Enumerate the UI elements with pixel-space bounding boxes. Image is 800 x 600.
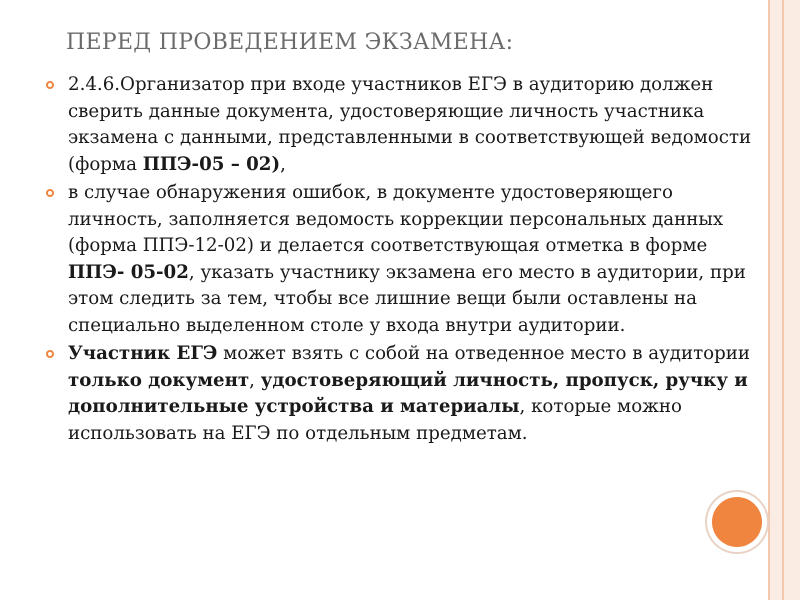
bullet-icon: [46, 81, 54, 89]
decorative-side-stripe: [768, 0, 800, 600]
bullet-text: 2.4.6.Организатор при входе участников ЕГЭ в аудиторию должен сверить данные документа, удостоверяющие личность участника экзамена с данными, представленными в соответствующей ведомости (форма ППЭ-05 – 02),: [68, 74, 752, 175]
bullet-text: Участник ЕГЭ может взять с собой на отведенное место в аудитории только документ, удостоверяющий личность, пропуск, ручку и дополнительные устройства и материалы, которые можно использовать на ЕГЭ по отдельным предметам.: [68, 343, 750, 444]
bullet-list: [68, 72, 768, 449]
slide-title: ПЕРЕД ПРОВЕДЕНИЕМ ЭКЗАМЕНА:: [66, 30, 514, 55]
bullet-item-3: [68, 341, 768, 447]
decorative-orange-circle: [712, 497, 762, 547]
bullet-item-2: [68, 180, 768, 339]
bullet-icon: [46, 189, 54, 197]
bullet-icon: [46, 350, 54, 358]
bullet-item-1: [68, 72, 768, 178]
bullet-text: в случае обнаружения ошибок, в документе удостоверяющего личность, заполняется ведомость коррекции персональных данных (форма ППЭ-12-02) и делается соответствующая отметка в форме ППЭ- 05-02, указать участнику экзамена его место в аудитории, при этом следить за тем, чтобы все лишние вещи были оставлены на специально выделенном столе у входа внутри аудитории.: [68, 182, 746, 336]
